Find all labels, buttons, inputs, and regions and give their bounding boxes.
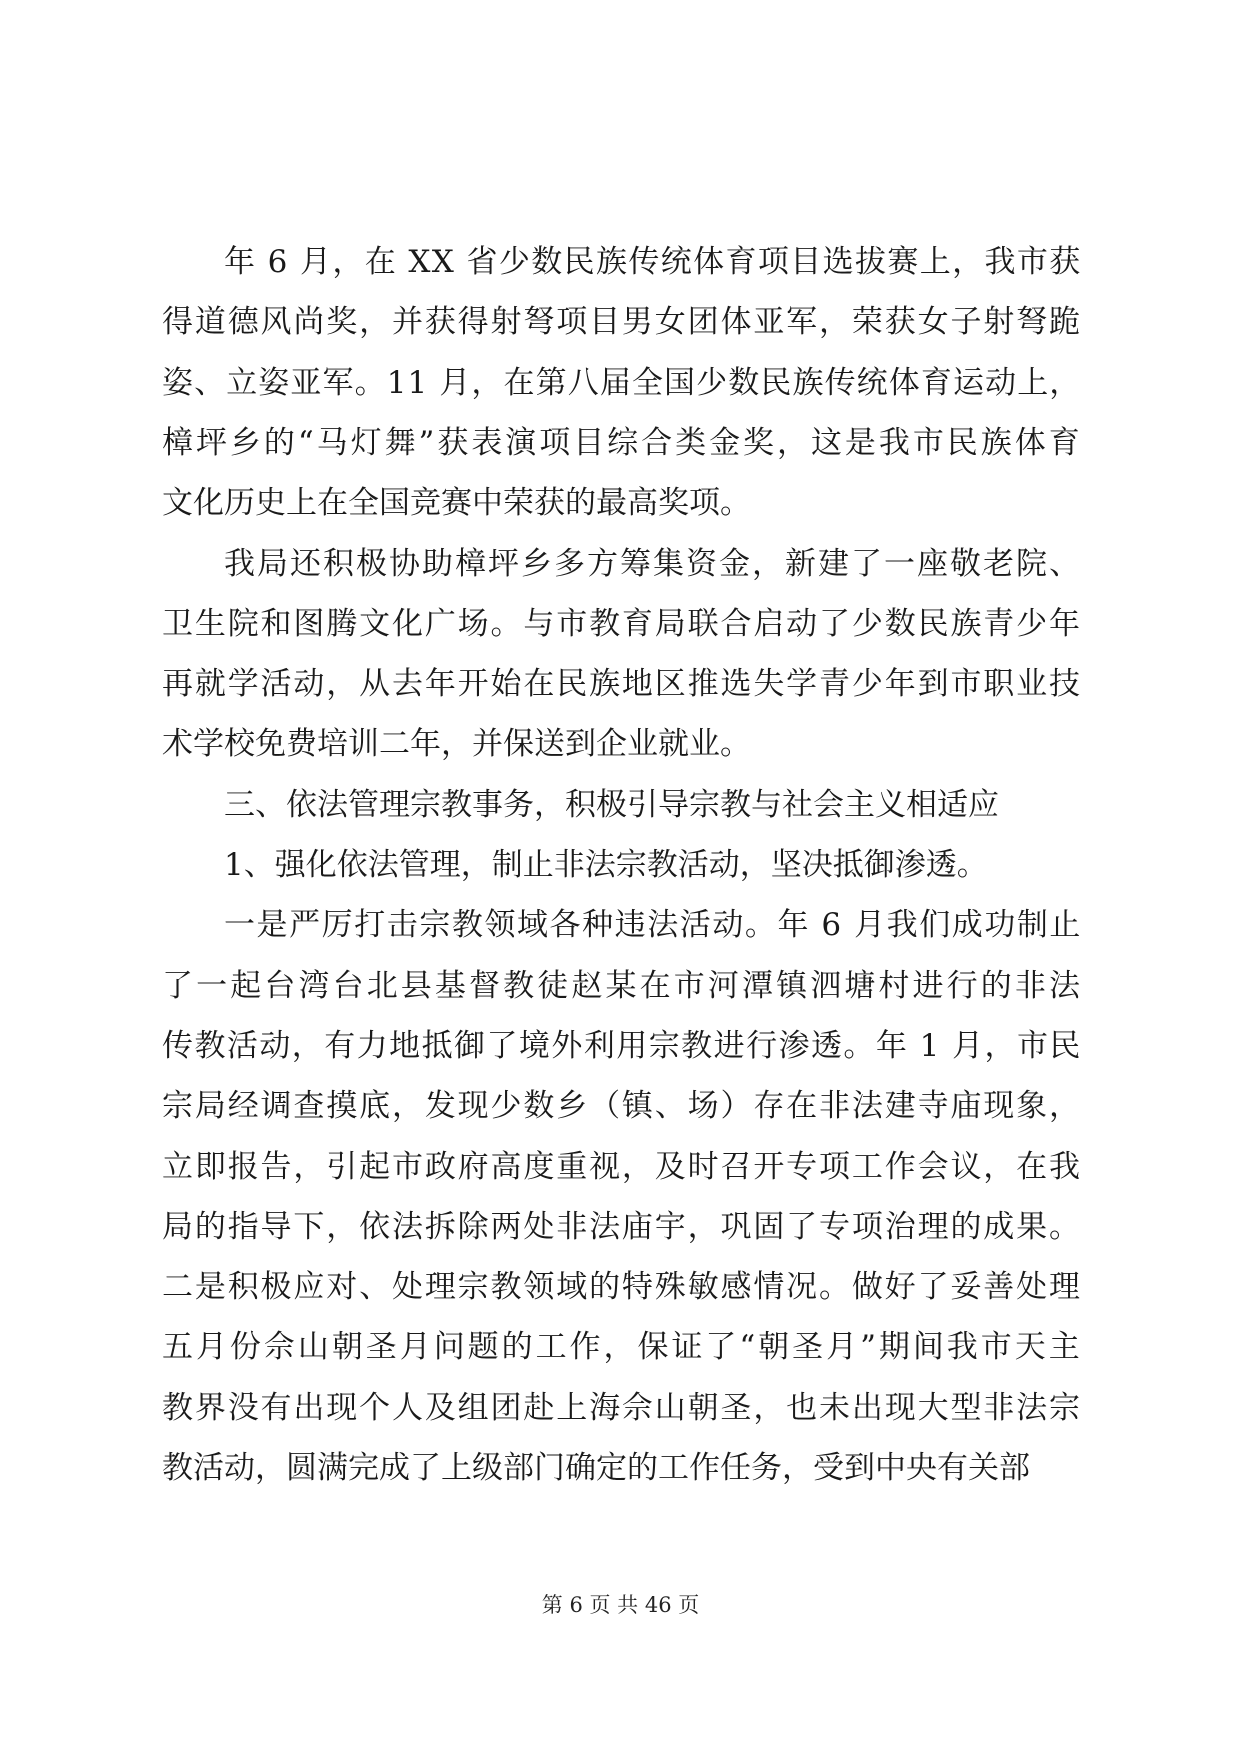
text-line: 我局还积极协助樟坪乡多方筹集资金，新建了一座敬老院、 (224, 545, 1082, 582)
text-line: 传教活动，有力地抵御了境外利用宗教进行渗透。年 1 月，市民 (162, 1027, 1082, 1064)
text-line: 局的指导下，依法拆除两处非法庙宇，巩固了专项治理的成果。 (162, 1208, 1082, 1245)
text-line: 五月份佘山朝圣月问题的工作，保证了“朝圣月”期间我市天主 (162, 1329, 1083, 1366)
text-line: 年 6 月，在 XX 省少数民族传统体育项目选拔赛上，我市获 (224, 244, 1082, 280)
text-line: 卫生院和图腾文化广场。与市教育局联合启动了少数民族青少年 (162, 605, 1082, 642)
text-line: 了一起台湾台北县基督教徒赵某在市河潭镇泗塘村进行的非法 (162, 967, 1084, 1004)
text-line: 姿、立姿亚军。11 月，在第八届全国少数民族传统体育运动上， (162, 364, 1082, 401)
text-line: 教活动，圆满完成了上级部门确定的工作任务，受到中央有关部 (162, 1450, 1030, 1486)
text-line: 教界没有出现个人及组团赴上海佘山朝圣，也未出现大型非法宗 (162, 1389, 1082, 1426)
text-line: 文化历史上在全国竞赛中荣获的最高奖项。 (162, 485, 751, 522)
text-line: 樟坪乡的“马灯舞”获表演项目综合类金奖，这是我市民族体育 (162, 424, 1083, 461)
text-line: 三、依法管理宗教事务，积极引导宗教与社会主义相适应 (224, 786, 999, 823)
text-line: 宗局经调查摸底，发现少数乡（镇、场）存在非法建寺庙现象， (162, 1088, 1082, 1125)
page-number-footer: 第 6 页 共 46 页 (541, 1593, 700, 1617)
text-line: 一是严厉打击宗教领域各种违法活动。年 6 月我们成功制止 (224, 907, 1082, 944)
text-line: 1、强化依法管理，制止非法宗教活动，坚决抵御渗透。 (224, 847, 988, 883)
text-line: 立即报告，引起市政府高度重视，及时召开专项工作会议，在我 (162, 1148, 1082, 1185)
text-line: 再就学活动，从去年开始在民族地区推选失学青少年到市职业技 (162, 666, 1082, 703)
text-line: 二是积极应对、处理宗教领域的特殊敏感情况。做好了妥善处理 (162, 1269, 1082, 1306)
text-line: 术学校免费培训二年，并保送到企业就业。 (162, 726, 751, 763)
text-line: 得道德风尚奖，并获得射弩项目男女团体亚军，荣获女子射弩跪 (162, 304, 1082, 341)
